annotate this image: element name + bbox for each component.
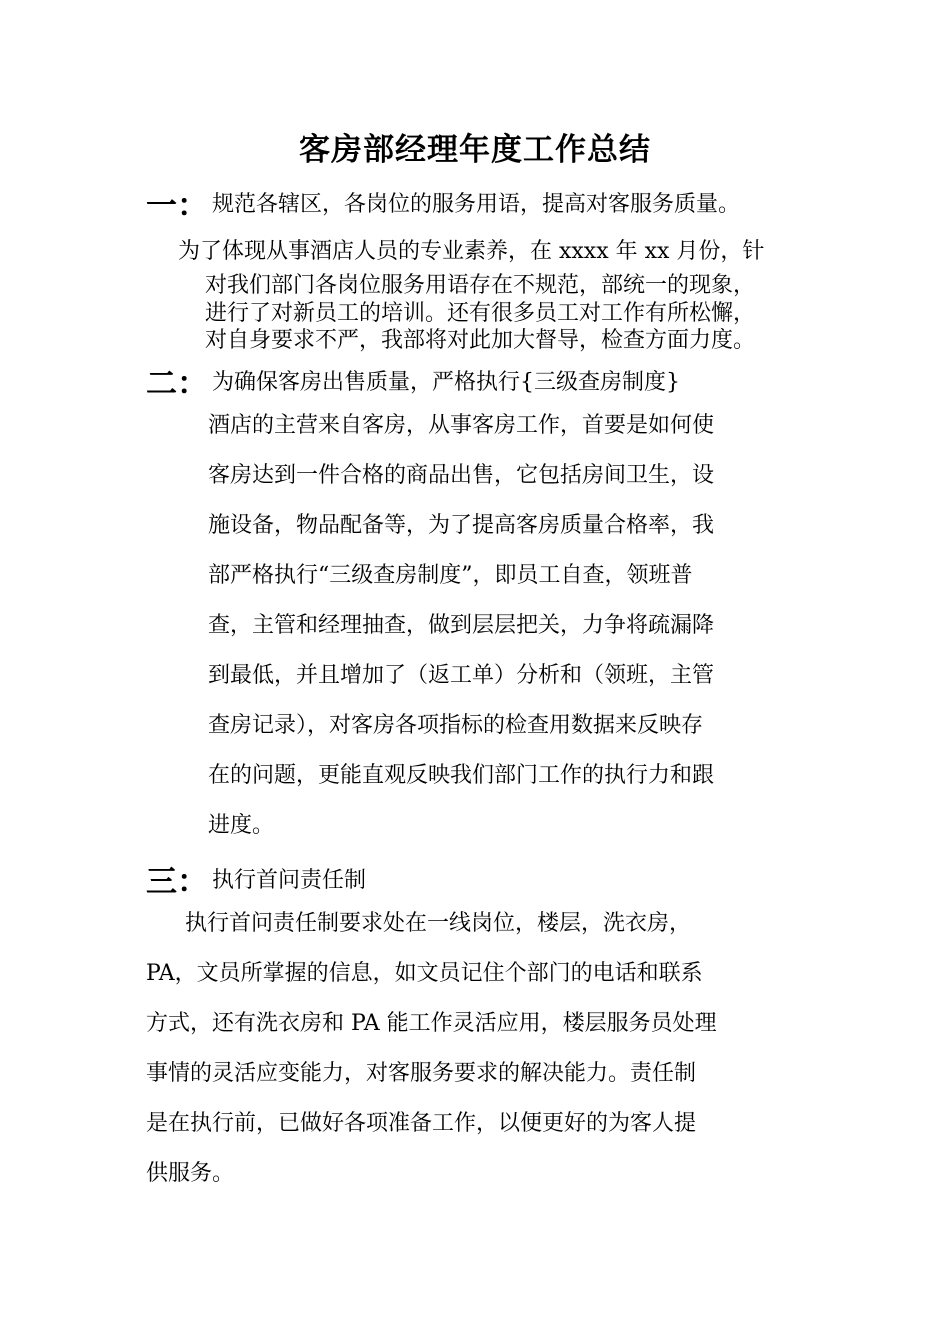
section-3-line: 是在执行前，已做好各项准备工作，以便更好的为客人提: [146, 1111, 697, 1136]
section-3-number: 三：: [146, 864, 208, 900]
section-3-line: 执行首问责任制要求处在一线岗位，楼层，洗衣房，: [185, 911, 692, 936]
section-3-heading-text: 执行首问责任制: [212, 868, 367, 893]
section-1-line: 为了体现从事酒店人员的专业素养，在 xxxx 年 xx 月份，针: [178, 239, 765, 264]
section-1-line: 对我们部门各岗位服务用语存在不规范，部统一的现象，: [205, 273, 756, 298]
section-2-line: 到最低，并且增加了（返工单）分析和（领班，主管: [208, 663, 715, 688]
section-2-line: 酒店的主营来自客房，从事客房工作，首要是如何使: [208, 413, 715, 438]
section-3-heading: [146, 856, 366, 901]
section-1-number: 一：: [146, 188, 208, 224]
section-2-number: 二：: [146, 366, 208, 402]
section-3-line: 供服务。: [146, 1161, 235, 1186]
section-2-line: 客房达到一件合格的商品出售，它包括房间卫生，设: [208, 463, 715, 488]
document-title: 客房部经理年度工作总结: [299, 132, 651, 168]
section-1-heading-text: 规范各辖区，各岗位的服务用语，提高对客服务质量。: [212, 192, 741, 217]
section-2-line: 在的问题，更能直观反映我们部门工作的执行力和跟: [208, 763, 715, 788]
section-3-line: 事情的灵活应变能力，对客服务要求的解决能力。责任制: [146, 1061, 697, 1086]
section-2-line: 部严格执行“三级查房制度”，即员工自查，领班普: [208, 563, 693, 588]
section-2-line: 进度。: [208, 813, 275, 838]
section-2-heading-text: 为确保客房出售质量，严格执行{三级查房制度}: [212, 370, 680, 395]
section-2-heading: [146, 358, 680, 403]
section-2-line: 查，主管和经理抽查，做到层层把关，力争将疏漏降: [208, 613, 715, 638]
section-2-line: 查房记录），对客房各项指标的检查用数据来反映存: [208, 713, 704, 738]
section-1-heading: [146, 180, 740, 225]
section-2-line: 施设备，物品配备等，为了提高客房质量合格率，我: [208, 513, 715, 538]
section-3-line: 方式，还有洗衣房和 PA 能工作灵活应用，楼层服务员处理: [146, 1011, 717, 1036]
section-1-line: 进行了对新员工的培训。还有很多员工对工作有所松懈，: [205, 301, 756, 326]
section-1-line: 对自身要求不严，我部将对此加大督导，检查方面力度。: [205, 328, 756, 353]
section-3-line: PA，文员所掌握的信息，如文员记住个部门的电话和联系: [146, 961, 703, 986]
